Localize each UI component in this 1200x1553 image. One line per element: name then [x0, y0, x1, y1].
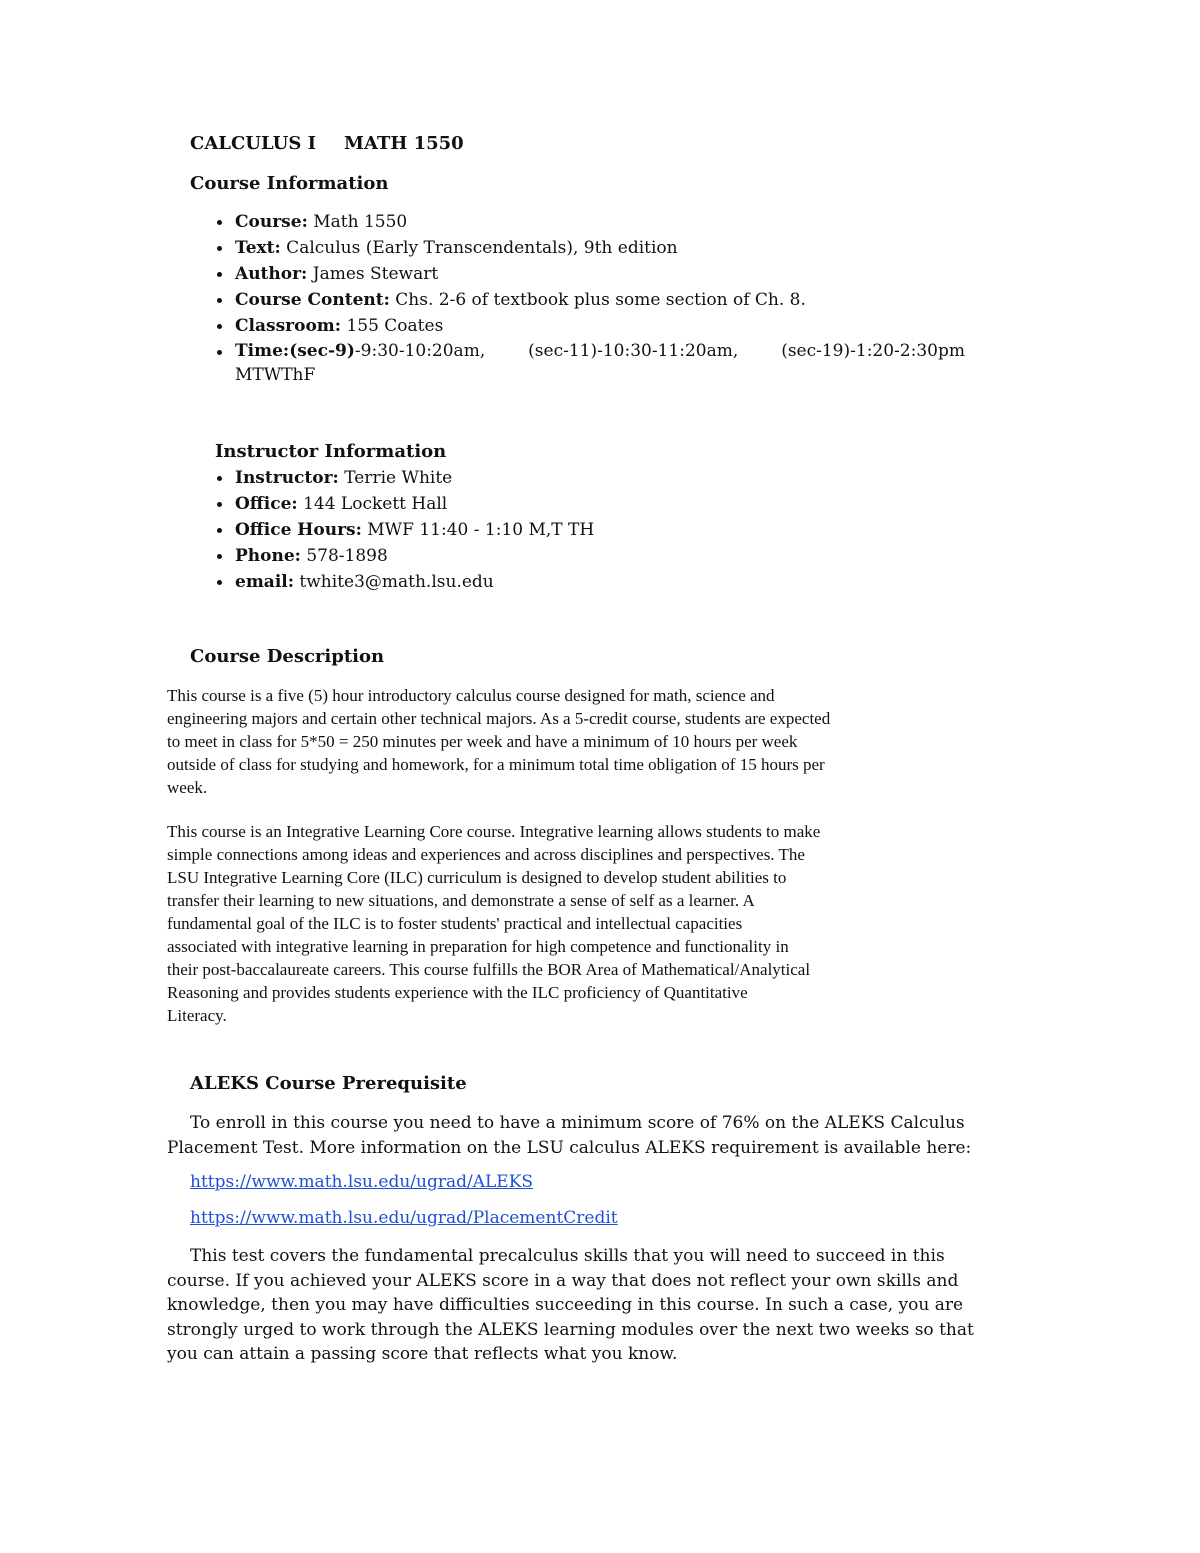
aleks-link[interactable]: https://www.math.lsu.edu/ugrad/ALEKS: [190, 1172, 534, 1192]
course-name: CALCULUS I: [190, 133, 317, 154]
bullet-icon: [217, 502, 222, 507]
instructor-info-heading: Instructor Information: [215, 441, 447, 462]
course-number: MATH 1550: [344, 133, 464, 154]
aleks-body: This test covers the fundamental precalculus skills that you will need to succeed in this course. If you achieved your ALEKS score in a way that does not reflect your own skills and knowledge, then you may have difficulties succeeding in this course. In such a case, you are strongly urged to work through the ALEKS learning modules over the next two weeks so that you can attain a passing score that reflects what you know.: [167, 1246, 974, 1364]
document-title: [190, 133, 464, 154]
list-item: Course: Math 1550: [190, 209, 965, 235]
list-item: Author: James Stewart: [190, 261, 965, 287]
bullet-icon: [217, 220, 222, 225]
list-item: Classroom: 155 Coates: [190, 313, 965, 339]
list-item-time: Time:(sec-9)-9:30-10:20am, (sec-11)-10:30-11:20am, (sec-19)-1:20-2:30pm MTWThF: [190, 339, 965, 387]
course-info-list: [190, 209, 965, 387]
course-description-paragraph-2: This course is an Integrative Learning Core course. Integrative learning allows students to make simple connections among ideas and experiences and across disciplines and perspectives. The LSU Integrative Learning Core (ILC) curriculum is designed to develop student abilities to transfer their learning to new situations, and demonstrate a sense of self as a learner. A fundamental goal of the ILC is to foster students' practical and intellectual capacities associated with integrative learning in preparation for high competence and functionality in their post-baccalaureate careers. This course fulfills the BOR Area of Mathematical/Analytical Reasoning and provides students experience with the ILC proficiency of Quantitative Literacy.: [167, 822, 821, 1025]
course-info-heading: Course Information: [190, 173, 389, 194]
list-item: Office Hours: MWF 11:40 - 1:10 M,T TH: [190, 517, 594, 543]
bullet-icon: [217, 272, 222, 277]
list-item: Phone: 578-1898: [190, 543, 594, 569]
instructor-info-list: [190, 465, 594, 595]
bullet-icon: [217, 324, 222, 329]
meeting-days: MTWThF: [235, 365, 316, 385]
bullet-icon: [217, 580, 222, 585]
placement-credit-link[interactable]: https://www.math.lsu.edu/ugrad/PlacementCredit: [190, 1208, 618, 1228]
list-item: Course Content: Chs. 2-6 of textbook plus some section of Ch. 8.: [190, 287, 965, 313]
aleks-heading: ALEKS Course Prerequisite: [190, 1073, 467, 1094]
list-item: email: twhite3@math.lsu.edu: [190, 569, 594, 595]
list-item: Office: 144 Lockett Hall: [190, 491, 594, 517]
bullet-icon: [217, 246, 222, 251]
bullet-icon: [217, 476, 222, 481]
course-description-heading: Course Description: [190, 646, 385, 667]
bullet-icon: [217, 554, 222, 559]
list-item: Text: Calculus (Early Transcendentals), 9th edition: [190, 235, 965, 261]
list-item: Instructor: Terrie White: [190, 465, 594, 491]
course-description-paragraph-1: This course is a five (5) hour introductory calculus course designed for math, science and engineering majors and certain other technical majors. As a 5-credit course, students are expected to meet in class for 5*50 = 250 minutes per week and have a minimum of 10 hours per week outside of class for studying and homework, for a minimum total time obligation of 15 hours per week.: [167, 686, 831, 797]
bullet-icon: [217, 350, 222, 355]
aleks-intro: To enroll in this course you need to have a minimum score of 76% on the ALEKS Calculus Placement Test. More information on the LSU calculus ALEKS requirement is available here:: [167, 1113, 972, 1158]
bullet-icon: [217, 528, 222, 533]
bullet-icon: [217, 298, 222, 303]
